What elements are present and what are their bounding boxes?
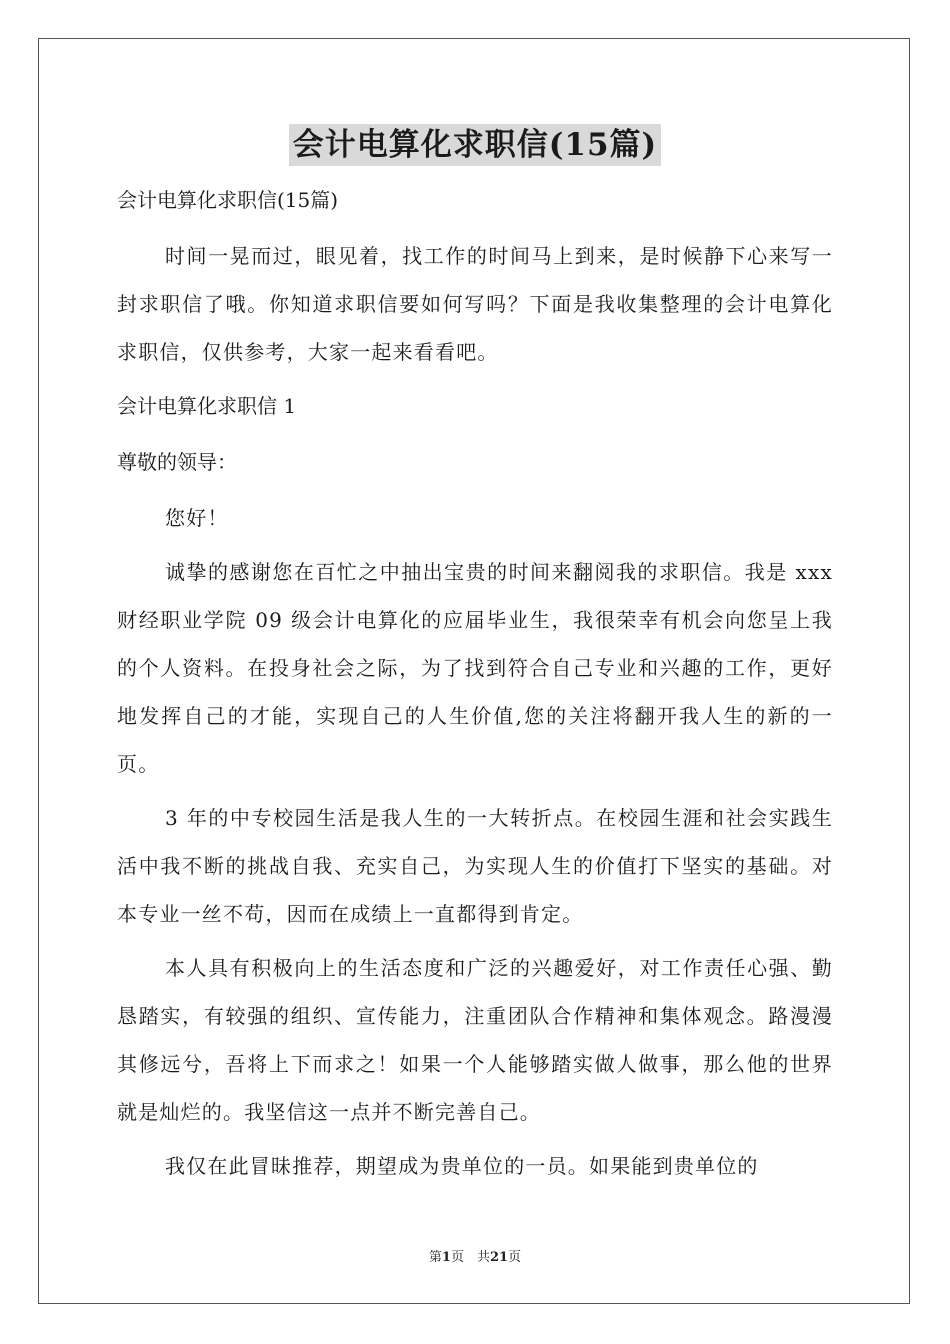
footer-page-suffix: 页 <box>508 1250 522 1265</box>
body-paragraph-1: 诚挚的感谢您在百忙之中抽出宝贵的时间来翻阅我的求职信。我是 xxx 财经职业学院 09 级会计电算化的应届毕业生，我很荣幸有机会向您呈上我的个人资料。在投身社会之际，为了找到符合自己专业和兴趣的工作，更好地发挥自己的才能，实现自己的人生价值,您的关注将翻开我人生的新的一页。 <box>117 560 833 776</box>
intro-paragraph: 时间一晃而过，眼见着，找工作的时间马上到来，是时候静下心来写一封求职信了哦。你知道求职信要如何写吗？下面是我收集整理的会计电算化求职信，仅供参考，大家一起来看看吧。 <box>117 244 833 364</box>
footer-page-number: 1 <box>441 1250 451 1265</box>
body-paragraph-4: 我仅在此冒昧推荐，期望成为贵单位的一员。如果能到贵单位的 <box>165 1154 759 1178</box>
salutation: 尊敬的领导： <box>117 450 237 474</box>
document-title: 会计电算化求职信(15篇) <box>289 124 661 166</box>
body-paragraph-2: 3 年的中专校园生活是我人生的一大转折点。在校园生涯和社会实践生活中我不断的挑战自我、充实自己，为实现人生的价值打下坚实的基础。对本专业一丝不苟，因而在成绩上一直都得到肯定。 <box>117 806 833 926</box>
section-heading: 会计电算化求职信 1 <box>117 394 297 418</box>
footer-page-prefix: 第 <box>428 1250 442 1265</box>
document-subtitle: 会计电算化求职信(15篇) <box>117 188 339 212</box>
greeting: 您好！ <box>165 506 229 530</box>
footer-page-mid: 页 共 <box>450 1250 490 1265</box>
footer-total-pages: 21 <box>489 1250 509 1265</box>
document-body <box>117 176 833 1190</box>
body-paragraph-3: 本人具有积极向上的生活态度和广泛的兴趣爱好，对工作责任心强、勤恳踏实，有较强的组织、宣传能力，注重团队合作精神和集体观念。路漫漫其修远兮，吾将上下而求之！如果一个人能够踏实做人做事，那么他的世界就是灿烂的。我坚信这一点并不断完善自己。 <box>117 956 833 1124</box>
page-footer <box>0 1246 950 1265</box>
title-wrap <box>0 124 950 166</box>
